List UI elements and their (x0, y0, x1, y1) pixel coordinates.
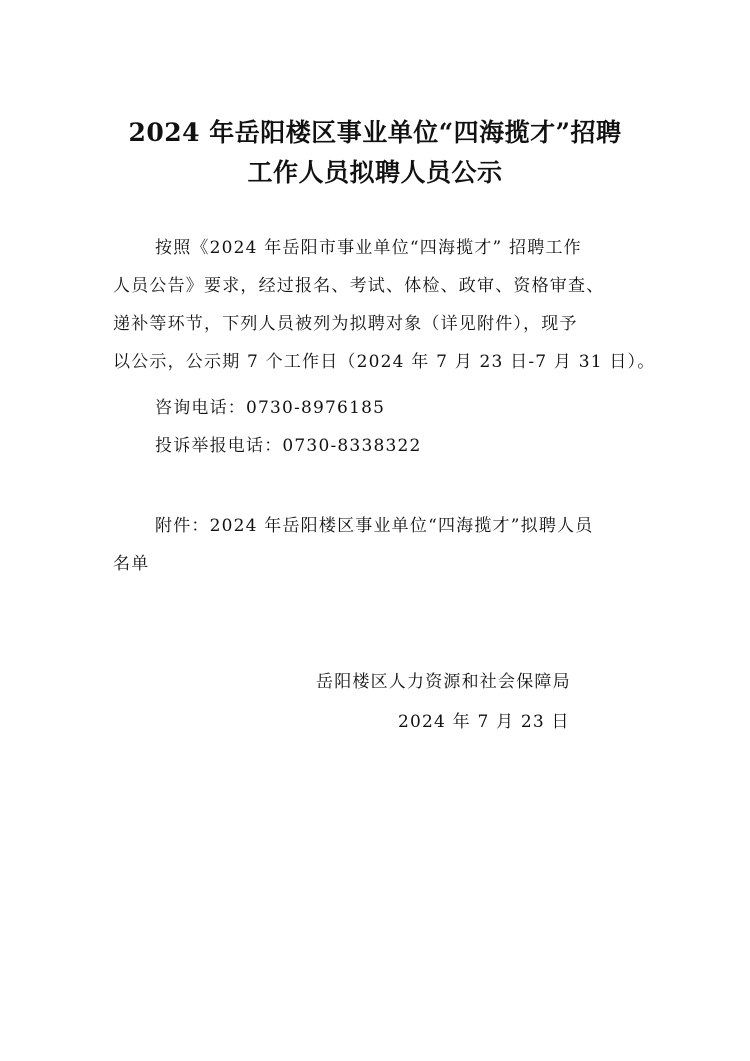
consult-phone: 咨询电话：0730-8976185 (155, 398, 386, 418)
document-title-line-1: 2024 年岳阳楼区事业单位“四海揽才”招聘 (128, 118, 622, 147)
attachment-note-line-1: 附件：2024 年岳阳楼区事业单位“四海揽才”拟聘人员 (155, 516, 594, 536)
document-title-line-2: 工作人员拟聘人员公示 (247, 158, 503, 187)
attachment-note-line-2: 名单 (113, 554, 150, 574)
complaint-phone: 投诉举报电话：0730-8338322 (155, 436, 422, 456)
signature-organization: 岳阳楼区人力资源和社会保障局 (316, 672, 571, 692)
body-paragraph-line: 以公示，公示期 7 个工作日（2024 年 7 月 23 日-7 月 31 日）。 (113, 352, 656, 372)
signature-date: 2024 年 7 月 23 日 (398, 712, 570, 732)
body-paragraph-line: 人员公告》要求，经过报名、考试、体检、政审、资格审查、 (113, 276, 605, 296)
body-paragraph-line: 递补等环节，下列人员被列为拟聘对象（详见附件），现予 (113, 314, 578, 334)
body-paragraph-line: 按照《2024 年岳阳市事业单位“四海揽才” 招聘工作 (155, 238, 582, 258)
